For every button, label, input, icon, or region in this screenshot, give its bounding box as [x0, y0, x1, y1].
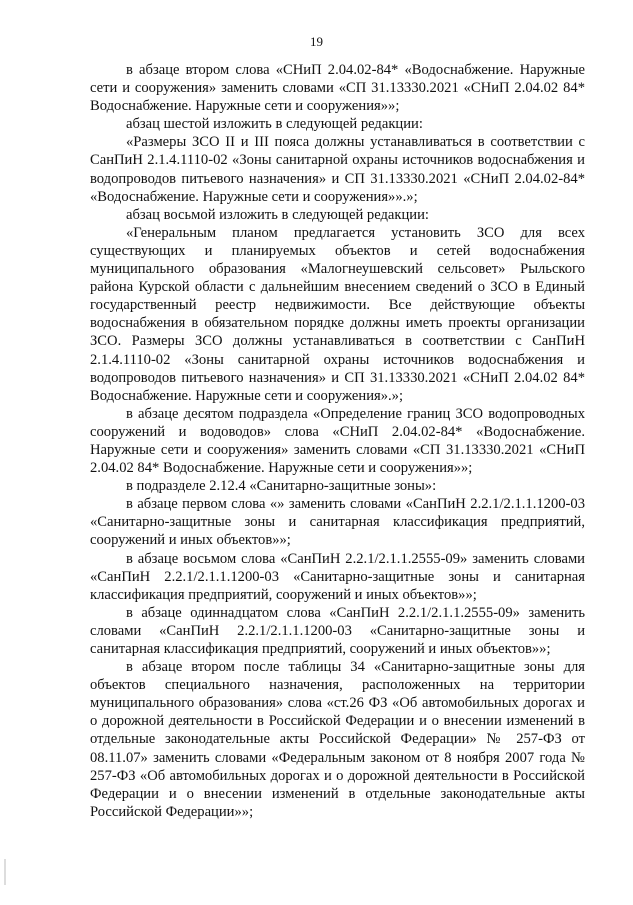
paragraph-6: в абзаце десятом подраздела «Определение границ ЗСО водопроводных сооружений и водоводов» слова «СНиП 2.04.02-84* «Водоснабжение. Наружные сети и сооружения» заменить словами «СП 31.13330.2021 «СНиП 2.04.02 84* Водоснабжение. Наружные сети и сооружения»»; — [90, 405, 585, 477]
paragraph-9: в абзаце восьмом слова «СанПиН 2.2.1/2.1.1.2555-09» заменить словами «СанПиН 2.2.1/2.1.1.1200-03 «Санитарно-защитные зоны и санитарная классификация предприятий, сооружений и иных объектов»»; — [90, 550, 585, 603]
paragraph-2: абзац шестой изложить в следующей редакции: — [126, 116, 423, 133]
scan-edge-mark — [4, 859, 6, 885]
paragraph-10: в абзаце одиннадцатом слова «СанПиН 2.2.1/2.1.1.2555-09» заменить словами «СанПиН 2.2.1/2.1.1.1200-03 «Санитарно-защитные зоны и санитарная классификация предприятий, сооружений и иных объектов»»; — [90, 604, 585, 657]
paragraph-1: в абзаце втором слова «СНиП 2.04.02-84* «Водоснабжение. Наружные сети и сооружения» заменить словами «СП 31.13330.2021 «СНиП 2.04.02 84* Водоснабжение. Наружные сети и сооружения»»; — [90, 62, 585, 115]
paragraph-7: в подразделе 2.12.4 «Санитарно-защитные зоны»: — [126, 478, 437, 495]
paragraph-4: абзац восьмой изложить в следующей редакции: — [126, 206, 429, 223]
page-number: 19 — [310, 34, 323, 49]
document-body — [90, 61, 585, 821]
paragraph-3: «Размеры ЗСО II и III пояса должны устанавливаться в соответствии с СанПиН 2.1.4.1110-02 «Зоны санитарной охраны источников водоснабжения и водопроводов питьевого назначения» и СП 31.13330.2021 «СНиП 2.04.02-84* «Водоснабжение. Наружные сети и сооружения»».»; — [90, 134, 585, 205]
paragraph-11: в абзаце втором после таблицы 34 «Санитарно-защитные зоны для объектов специального назначения, расположенных на территории муниципального образования» слова «ст.26 ФЗ «Об автомобильных дорогах и о дорожной деятельности в Российской Федерации и о внесении изменений в отдельные законодательные акты Российской Федерации» № 257-ФЗ от 08.11.07» заменить словами «Федеральным законом от 8 ноября 2007 года № 257-ФЗ «Об автомобильных дорогах и о дорожной деятельности в Российской Федерации и о внесении изменений в отдельные законодательные акты Российской Федерации»»; — [90, 659, 585, 820]
paragraph-8: в абзаце первом слова «» заменить словами «СанПиН 2.2.1/2.1.1.1200-03 «Санитарно-защитные зоны и санитарная классификация предприятий, сооружений и иных объектов»»; — [90, 496, 585, 549]
paragraph-5: «Генеральным планом предлагается установить ЗСО для всех существующих и планируемых объектов и сетей водоснабжения муниципального образования «Малогнеушевский сельсовет» Рыльского района Курской области с дальнейшим внесением сведений о ЗСО в Единый государственный реестр недвижимости. Все действующие объекты водоснабжения в обязательном порядке должны иметь проекты организации ЗСО. Размеры ЗСО должны устанавливаться в соответствии с СанПиН 2.1.4.1110-02 «Зоны санитарной охраны источников водоснабжения и водопроводов питьевого назначения» и СП 31.13330.2021 «СНиП 2.04.02 84* Водоснабжение. Наружные сети и сооружения».»; — [90, 224, 585, 404]
